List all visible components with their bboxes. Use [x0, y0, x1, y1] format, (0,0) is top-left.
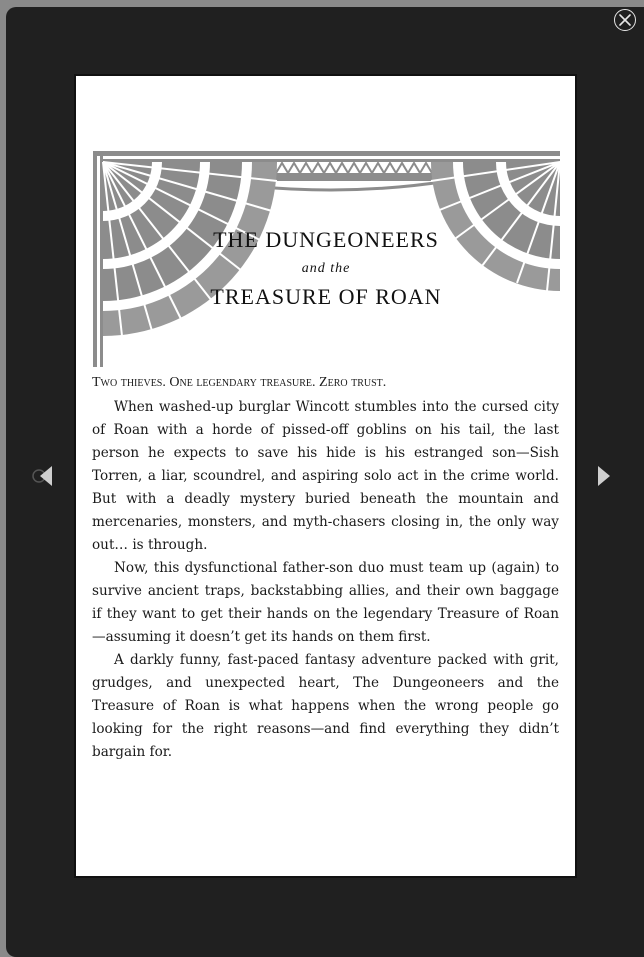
book-blurb: [92, 374, 559, 764]
blurb-paragraph: Now, this dysfunctional father-son duo must team up (again) to survive ancient traps, backstabbing allies, and their own baggage if they want to get their hands on the legendary Treasure of Roan—assuming it doesn’t get its hands on them first.: [92, 560, 559, 645]
blurb-paragraph: When washed-up burglar Wincott stumbles into the cursed city of Roan with a horde of pissed-off goblins on his tail, the last person he expects to save his hide is his estranged son—Sish Torren, a liar, scoundrel, and aspiring solo act in the crime world. But with a deadly mystery buried beneath the mountain and mercenaries, monsters, and myth-chasers closing in, the only way out… is through.: [92, 399, 559, 553]
close-button[interactable]: [614, 9, 636, 31]
next-page-button[interactable]: [594, 462, 618, 490]
book-title-connector: and the: [301, 261, 351, 276]
triangle-left-icon: [30, 462, 54, 490]
triangle-right-icon: [594, 462, 618, 490]
close-icon: [619, 14, 631, 26]
title-banner: [92, 151, 560, 369]
tagline: Two thieves. One legendary treasure. Zero trust.: [92, 375, 387, 390]
book-title-line1: THE DUNGEONEERS: [213, 227, 439, 252]
blurb-paragraph: A darkly funny, fast-paced fantasy adventure packed with grit, grudges, and unexpected heart, The Dungeoneers and the Treasure of Roan is what happens when the wrong people go looking for the right reasons—and find everything they didn’t bargain for.: [92, 652, 559, 760]
book-page: [74, 74, 577, 878]
book-title-line2: TREASURE OF ROAN: [210, 284, 442, 309]
ornamental-frame-image: [92, 151, 560, 369]
previous-page-button[interactable]: [30, 462, 54, 490]
